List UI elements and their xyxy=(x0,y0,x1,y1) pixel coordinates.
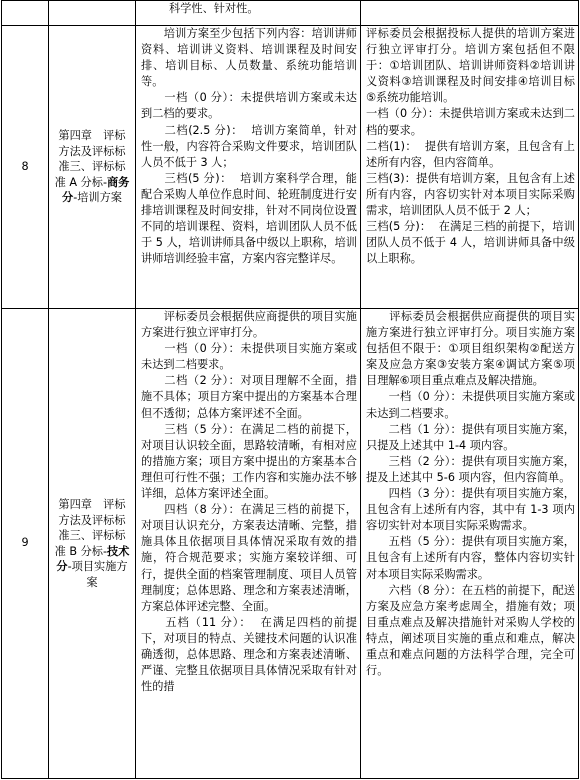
column-a-content: 评标委员会根据供应商提供的项目实施方案进行独立评审打分。 一档（0 分）：未提供项目实施方案或未达到二档要求。 二档（2 分）：对项目理解不全面，措施不具体；项目方案中提出的方案基本合理但不透彻；总体方案评述不全面。 三档（5 分）：在满足二档的前提下，对项目认识较全面，思路较清晰，有相对应的措施方案；项目方案中提出的方案基本合理但可行性不强；工作内容和实施办法不够详细，总体方案评述全面。 四档（8 分）：在满足三档的前提下，对项目认识充分，方案表达清晰、完整，措施具体且依据项目具体情况采取有效的措施，符合规范要求；实施方案较详细、可行，提供全面的档案管理制度、项目人员管理制度；总体思路、理念和方案表述清晰，方案总体评述完整、全面。 五档（11 分）： 在满足四档的前提下，对项目的特点、关键技术问题的认识准确透彻，总体思路、理念和方案表述清晰、严谨、完整且依据项目具体情况采取有针对性的措 xyxy=(136,309,361,779)
chapter-cell xyxy=(49,1,136,26)
table-row-9 xyxy=(2,309,579,779)
column-a-cell xyxy=(136,1,361,26)
column-b-cell xyxy=(361,1,579,26)
chapter-reference: 第四章 评标方法及评标标准三、评标标准 B 分标-技术分-项目实施方案 xyxy=(49,309,136,779)
scoring-table xyxy=(1,0,579,779)
number-cell xyxy=(2,1,49,26)
table-row-8 xyxy=(2,26,579,309)
column-b-content: 评标委员会根据供应商提供的项目实施方案进行独立评审打分。项目实施方案包括但不限于：①项目组织架构②配送方案及应急方案③安装方案④调试方案⑤项目理解⑥项目重点难点及解决措施。 一档（0 分）：未提供项目实施方案或未达到二档要求。 二档（1 分）：提供有项目实施方案，只提及上述其中 1-4 项内容。 三档（2 分）：提供有项目实施方案，提及上述其中 5-6 项内容，但内容简单。 四档（3 分）：提供有项目实施方案，且包含有上述所有内容，其中有 1-3 项内容切实针对本项目实际采购需求。 五档（5 分）：提供有项目实施方案，且包含有上述所有内容，整体内容切实针对本项目实际采购需求。 六档（8 分）：在五档的前提下，配送方案及应急方案考虑周全，措施有效；项目重点难点及解决措施针对采购人学校的特点，阐述项目实施的重点和难点，解决重点和难点问题的方法科学合理，完全可行。 xyxy=(361,309,579,779)
chapter-reference: 第四章 评标方法及评标标准三、评标标准 A 分标-商务分-培训方案 xyxy=(49,26,136,309)
column-a-text: 科学性、针对性。 xyxy=(169,2,259,15)
column-a-content: 培训方案至少包括下列内容：培训讲师资料、培训讲义资料、培训课程及时间安排、培训目标、人员数量、系统功能培训等。 一档（0 分）：未提供培训方案或未达到二档的要求。 二档(2.5 分)： 培训方案简单，针对性一般，内容符合采购文件要求，培训团队人员不低于 3 人； 三档(5 分)： 培训方案科学合理，能配合采购人单位作息时间、轮班制度进行安排培训课程及时间安排，针对不同岗位设置不同的培训课程、资料，培训团队人员不低于 5 人，培训讲师具备中级以上职称，培训讲师培训经验丰富，方案内容完整详尽。 xyxy=(136,26,361,309)
column-b-content: 评标委员会根据投标人提供的培训方案进行独立评审打分。培训方案包括但不限于：①培训团队、培训讲师资料②培训讲义资料③培训课程及时间安排④培训目标⑤系统功能培训。 一档（0 分）：未提供培训方案或未达到二档的要求。 二档(1)： 提供有培训方案，且包含有上述所有内容，但内容简单。 三档(3)：提供有培训方案，且包含有上述所有内容，内容切实针对本项目实际采购需求，培训团队人员不低于 2 人； 三档(5 分)： 在满足三档的前提下，培训团队人员不低于 4 人，培训讲师具备中级以上职称。 xyxy=(361,26,579,309)
row-number: 9 xyxy=(2,309,49,779)
row-number: 8 xyxy=(2,26,49,309)
table-row-continued xyxy=(2,1,579,26)
